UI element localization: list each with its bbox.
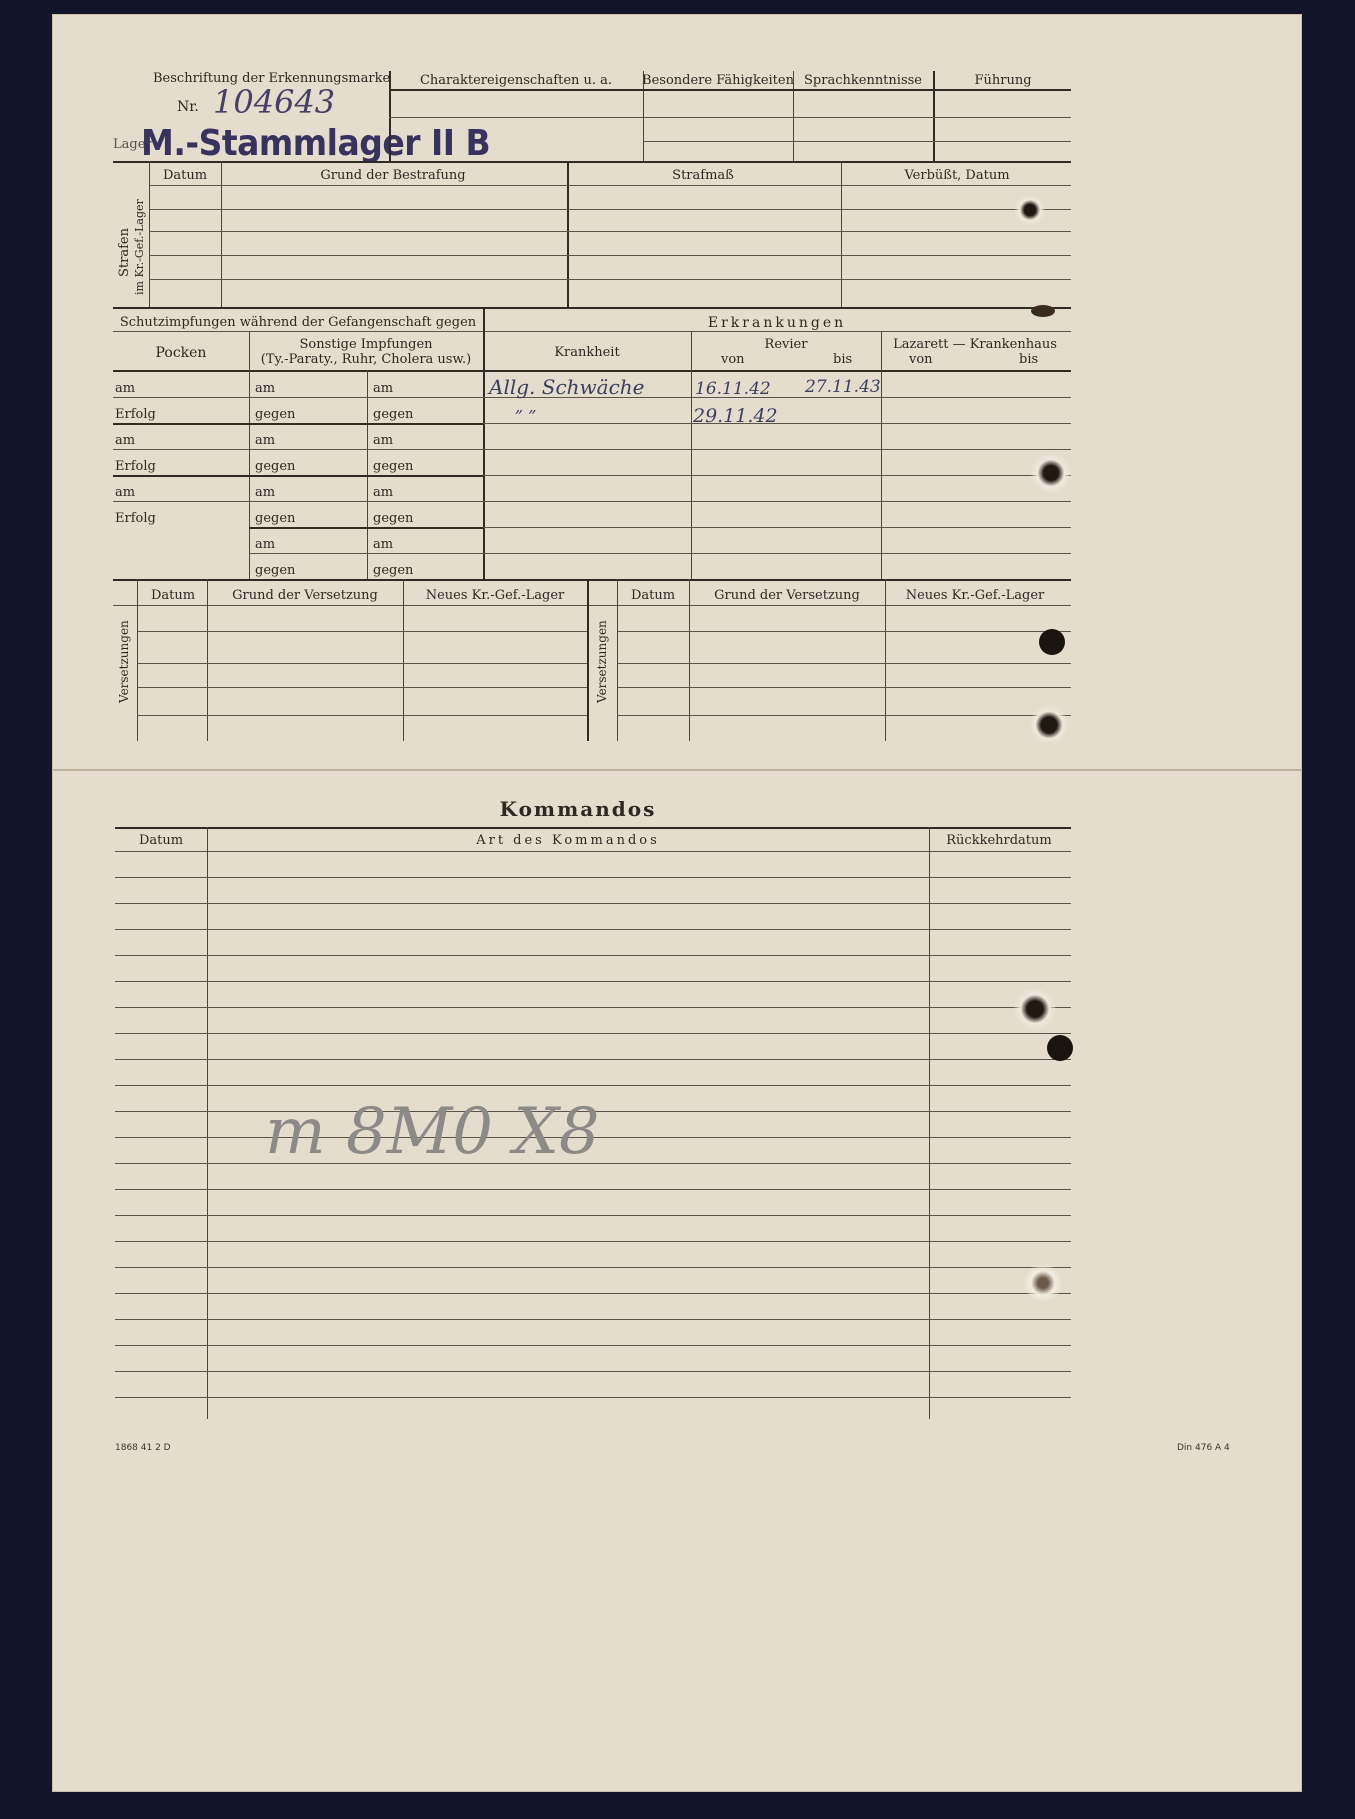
kommandos-row-line <box>115 1293 1071 1294</box>
kommandos-row-line <box>115 929 1071 930</box>
krankheit-entry: Allg. Schwäche <box>489 375 645 399</box>
impf-row-am: am <box>373 537 394 552</box>
krankheit-ditto: „ „ <box>515 397 537 416</box>
col-fuehrung: Führung <box>974 73 1032 88</box>
impf-row-am: am <box>255 537 276 552</box>
lager-label: Lager <box>113 137 152 152</box>
tear-mark <box>1031 305 1055 317</box>
nr-label: Nr. <box>177 99 199 115</box>
impf-row-gegen: gegen <box>373 459 414 474</box>
strafen-side-label-2: im Kr.-Gef.-Lager <box>133 199 146 295</box>
impf-row-gegen: gegen <box>255 459 296 474</box>
impf-row-gegen: gegen <box>255 563 296 578</box>
impf-row-am: am <box>373 433 394 448</box>
vers-col-grund: Grund der Versetzung <box>232 588 378 603</box>
tear-mark <box>1023 1263 1063 1303</box>
kommandos-row-line <box>115 1085 1071 1086</box>
impf-row-gegen: gegen <box>373 563 414 578</box>
revier-von-label: von <box>721 352 745 367</box>
camp-stamp: M.-Stammlager II B <box>141 121 491 164</box>
fold-crease <box>53 769 1301 771</box>
strafen-col-strafmass: Strafmaß <box>672 168 734 183</box>
col-faehigkeiten: Besondere Fähigkeiten <box>642 73 794 88</box>
revier-label: Revier <box>764 337 808 352</box>
kommandos-row-line <box>115 1397 1071 1398</box>
vers-col-lager-2: Neues Kr.-Gef.-Lager <box>905 588 1045 603</box>
punch-hole <box>1039 629 1065 655</box>
pocken-row-erfolg: Erfolg <box>115 407 156 422</box>
lazarett-bis-label: bis <box>1019 352 1039 367</box>
col-charakter: Charaktereigenschaften u. a. <box>419 73 613 88</box>
pocken-row-erfolg: Erfolg <box>115 511 156 526</box>
kommandos-title: Kommandos <box>499 797 657 821</box>
kommandos-row-line <box>115 1319 1071 1320</box>
revier-von-entry: 16.11.42 <box>695 379 771 399</box>
impf-row-am: am <box>255 485 276 500</box>
vers-col-grund-2: Grund der Versetzung <box>714 588 860 603</box>
pocken-row-am: am <box>115 433 136 448</box>
nr-value: 104643 <box>213 83 336 121</box>
versetzungen-side-label-2: Versetzungen <box>595 620 609 703</box>
kommandos-row-line <box>115 981 1071 982</box>
kommandos-row-line <box>115 1267 1071 1268</box>
impf-row-am: am <box>255 433 276 448</box>
kommandos-row-line <box>115 1345 1071 1346</box>
tear-mark <box>1029 705 1069 745</box>
pocken-row-erfolg: Erfolg <box>115 459 156 474</box>
revier-von-entry-2: 29.11.42 <box>693 405 778 427</box>
col-sprachen: Sprachkenntnisse <box>804 73 922 88</box>
punch-hole <box>1047 1035 1073 1061</box>
vers-col-datum-2: Datum <box>630 588 676 603</box>
impf-row-gegen: gegen <box>373 511 414 526</box>
erkrankungen-title: Erkrankungen <box>707 315 847 331</box>
impf-row-am: am <box>255 381 276 396</box>
strafen-side-label: Strafen <box>117 228 132 277</box>
vers-col-lager: Neues Kr.-Gef.-Lager <box>425 588 565 603</box>
lazarett-label: Lazarett — Krankenhaus <box>893 337 1057 352</box>
tear-mark <box>1029 453 1073 493</box>
impf-row-gegen: gegen <box>255 407 296 422</box>
krankheit-label: Krankheit <box>554 345 620 360</box>
revier-bis-label: bis <box>833 352 853 367</box>
pocken-row-am: am <box>115 381 136 396</box>
kommandos-row-line <box>115 955 1071 956</box>
kommandos-row-line <box>115 1241 1071 1242</box>
kommandos-row-line <box>115 1059 1071 1060</box>
kommandos-row-line <box>115 1007 1071 1008</box>
sonstige-label: Sonstige Impfungen <box>299 337 433 352</box>
tear-mark <box>1013 987 1057 1031</box>
versetzungen-side-label: Versetzungen <box>117 620 131 703</box>
kommandos-row-line <box>115 903 1071 904</box>
revier-bis-entry: 27.11.43 <box>805 377 881 397</box>
marke-label: Beschriftung der Erkennungsmarke <box>153 71 391 86</box>
impf-row-am: am <box>373 485 394 500</box>
impf-row-gegen: gegen <box>255 511 296 526</box>
strafen-col-grund: Grund der Bestrafung <box>320 168 466 183</box>
pocken-label: Pocken <box>155 345 207 361</box>
footer-din: Din 476 A 4 <box>1177 1443 1230 1453</box>
pencil-note: m 8M0 X8 <box>265 1095 600 1169</box>
kommandos-row-line <box>115 1033 1071 1034</box>
lazarett-von-label: von <box>909 352 933 367</box>
impfungen-title: Schutzimpfungen während der Gefangenschaft gegen <box>119 315 477 330</box>
kommandos-col-rueckkehr: Rückkehrdatum <box>946 833 1052 848</box>
sonstige-sub-label: (Ty.-Paraty., Ruhr, Cholera usw.) <box>260 352 472 367</box>
kommandos-row-line <box>115 1189 1071 1190</box>
tear-mark <box>1013 195 1047 225</box>
footer-print-code: 1868 41 2 D <box>115 1443 171 1453</box>
vers-col-datum: Datum <box>150 588 196 603</box>
kommandos-row-line <box>115 1371 1071 1372</box>
pocken-row-am: am <box>115 485 136 500</box>
strafen-col-datum: Datum <box>162 168 208 183</box>
impf-row-gegen: gegen <box>373 407 414 422</box>
strafen-col-verbuesst: Verbüßt, Datum <box>904 168 1010 183</box>
form-sheet <box>52 14 1302 1792</box>
kommandos-col-art: Art des Kommandos <box>476 833 660 848</box>
impf-row-am: am <box>373 381 394 396</box>
kommandos-row-line <box>115 1215 1071 1216</box>
kommandos-row-line <box>115 877 1071 878</box>
kommandos-col-datum: Datum <box>138 833 184 848</box>
